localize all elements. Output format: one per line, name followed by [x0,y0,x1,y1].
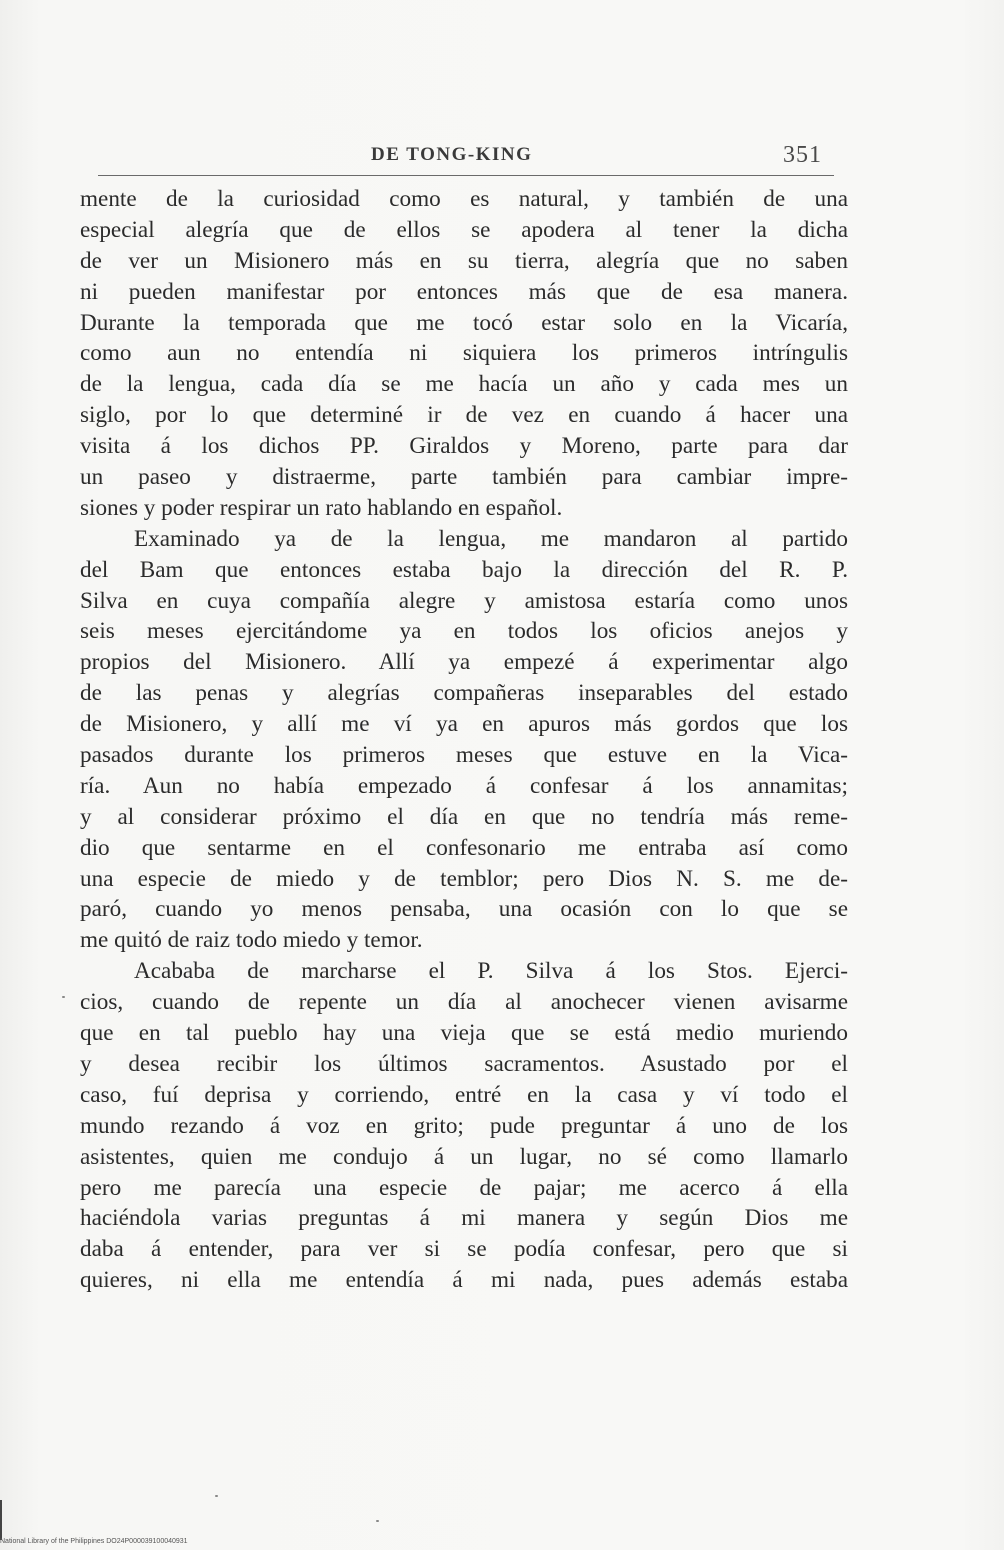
body-text [80,184,848,1296]
text-line: ni pueden manifestar por entonces más que de esa manera. [80,278,848,305]
text-line: de Misionero, y allí me ví ya en apuros más gordos que los [80,711,848,738]
text-line: dio que sentarme en el confesonario me entraba así como [80,834,848,861]
scan-edge-mark [0,1500,2,1540]
page-header [78,140,838,176]
scan-speck [62,996,65,998]
paragraph-start-line: Acababa de marcharse el P. Silva á los Stos. Ejerci- [134,958,848,985]
text-line: asistentes, quien me condujo á un lugar, no sé como llamarlo [80,1143,848,1170]
text-line: propios del Misionero. Allí ya empezé á experimentar algo [80,649,848,676]
text-line: pero me parecía una especie de pajar; me acerco á ella [80,1174,848,1201]
text-line: pasados durante los primeros meses que estuve en la Vica- [80,742,848,769]
text-line: seis meses ejercitándome ya en todos los oficios anejos y [80,618,848,645]
text-line: paró, cuando yo menos pensaba, una ocasión con lo que se [80,896,848,923]
paragraph-start-line: Examinado ya de la lengua, me mandaron al partido [134,525,848,552]
text-line: caso, fuí deprisa y corriendo, entré en la casa y ví todo el [80,1081,848,1108]
text-line: Durante la temporada que me tocó estar solo en la Vicaría, [80,309,848,336]
text-line: visita á los dichos PP. Giraldos y Moreno, parte para dar [80,433,848,460]
text-line: y desea recibir los últimos sacramentos. Asustado por el [80,1050,848,1077]
text-line: un paseo y distraerme, parte también para cambiar impre- [80,464,848,491]
text-line: de las penas y alegrías compañeras inseparables del estado [80,680,848,707]
text-line: haciéndola varias preguntas á mi manera y según Dios me [80,1205,848,1232]
text-line: siones y poder respirar un rato hablando en español. [80,494,563,521]
text-line: de la lengua, cada día se me hacía un año y cada mes un [80,371,848,398]
text-line: de ver un Misionero más en su tierra, alegría que no saben [80,247,848,274]
scan-speck [376,1520,379,1522]
text-line: ría. Aun no había empezado á confesar á los annamitas; [80,772,848,799]
text-line: mente de la curiosidad como es natural, y también de una [80,186,848,212]
text-line: quieres, ni ella me entendía á mi nada, pues además estaba [80,1267,848,1294]
header-rule [98,175,834,176]
text-line: siglo, por lo que determiné ir de vez en cuando á hacer una [80,402,848,429]
page-number: 351 [783,142,822,168]
text-line: me quitó de raiz todo miedo y temor. [80,927,423,954]
text-line: daba á entender, para ver si se podía confesar, pero que si [80,1236,848,1263]
text-line: mundo rezando á voz en grito; pude preguntar á uno de los [80,1112,848,1139]
running-head: DE TONG-KING [371,144,533,165]
footer-credit: National Library of the Philippines DO24P000039100040931 [0,1538,188,1545]
scan-speck [215,1495,218,1497]
text-line: Silva en cuya compañía alegre y amistosa estaría como unos [80,587,848,614]
text-line: una especie de miedo y de temblor; pero Dios N. S. me de- [80,865,848,892]
text-line: del Bam que entonces estaba bajo la dirección del R. P. [80,556,848,583]
text-line: como aun no entendía ni siquiera los primeros intríngulis [80,340,848,367]
text-line: y al considerar próximo el día en que no tendría más reme- [80,803,848,830]
text-line: especial alegría que de ellos se apodera al tener la dicha [80,216,848,243]
text-line: cios, cuando de repente un día al anochecer vienen avisarme [80,989,848,1016]
text-line: que en tal pueblo hay una vieja que se está medio muriendo [80,1020,848,1047]
